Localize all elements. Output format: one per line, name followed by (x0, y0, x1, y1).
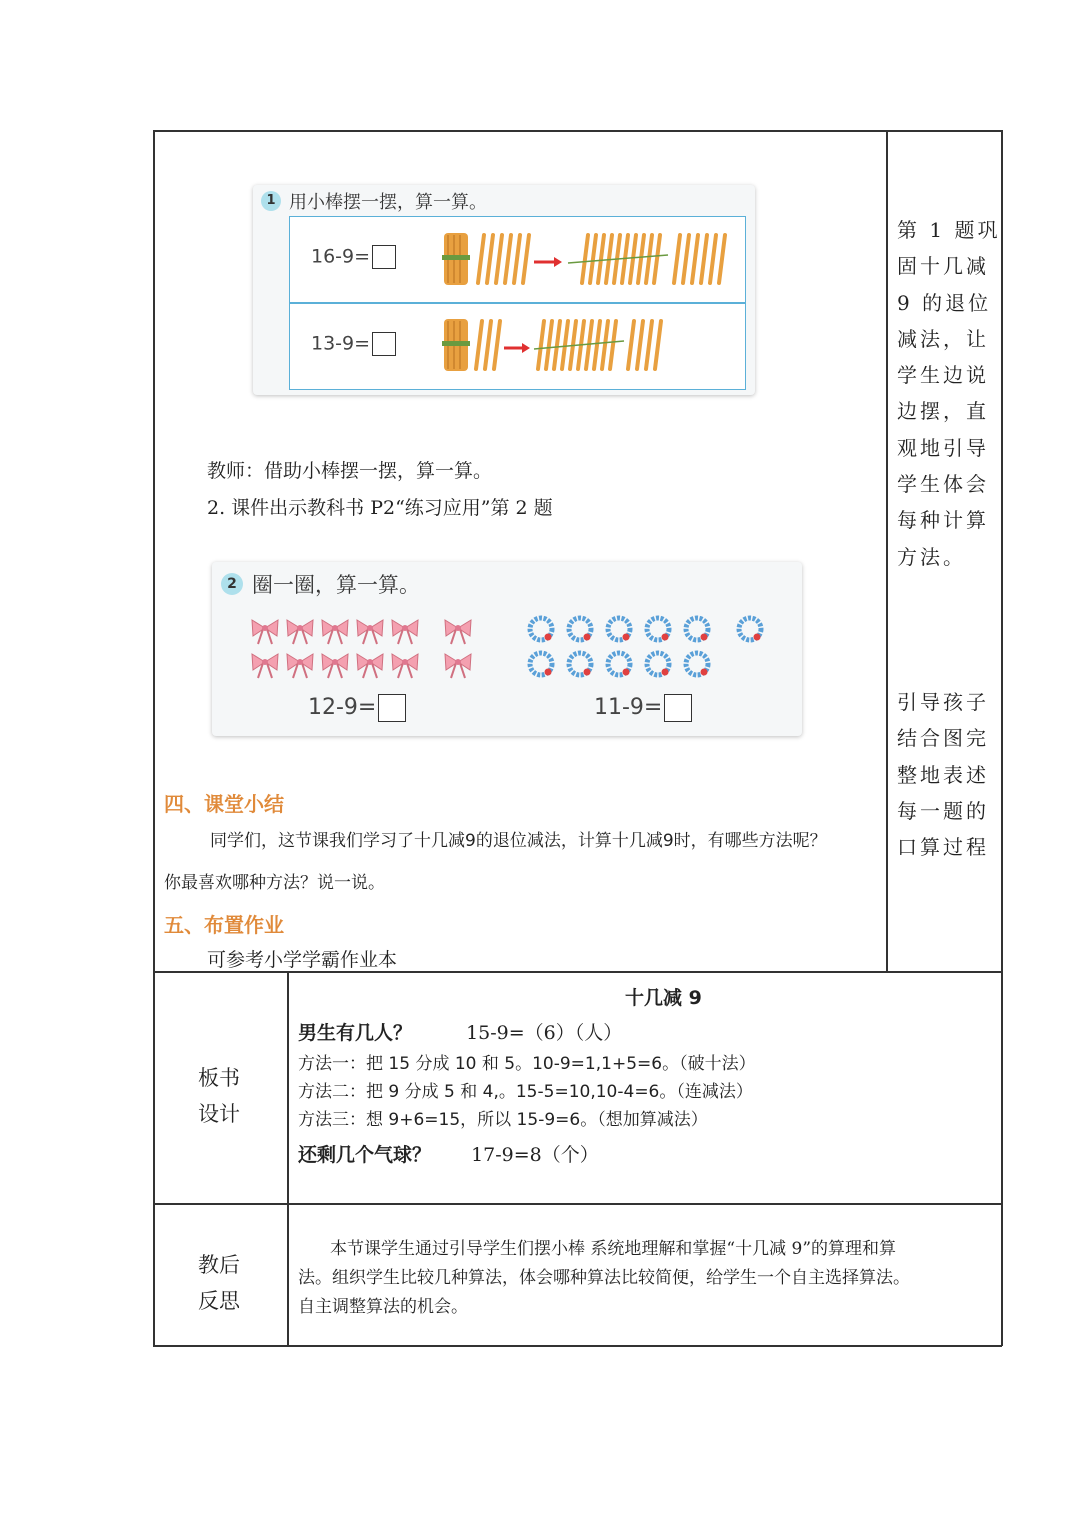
exercise-2-number: 2 (221, 573, 243, 595)
sticks-illustration-row-1 (438, 229, 728, 291)
board-question-1: 男生有几人？ 15-9=（6）（人） (298, 1022, 623, 1044)
answer-box (372, 245, 396, 269)
board-method-1: 方法一：把 15 分成 10 和 5。10-9=1,1+5=6。（破十法） (298, 1054, 756, 1074)
side-note-2: 引导孩子 结合图完 整地表述 每一题的 口算过程 (897, 690, 989, 860)
stick-bundle-icon (442, 319, 470, 371)
table-border-right (1001, 130, 1003, 1346)
board-question-2: 还剩几个气球？ 17-9=8（个） (298, 1144, 599, 1166)
exercise-1-row-1-equation: 16-9= (311, 245, 396, 269)
remaining-sticks-icon (674, 235, 725, 283)
loose-sticks-icon (478, 235, 529, 283)
bead-ring-icon (530, 618, 761, 676)
section-5-heading: 五、布置作业 (164, 913, 284, 937)
board-label: 板书 设计 (198, 1066, 240, 1126)
remaining-sticks-icon (628, 321, 661, 369)
section-4-heading: 四、课堂小结 (164, 792, 284, 816)
exercise-1-row-2-equation: 13-9= (311, 332, 396, 356)
exercise-2-card (212, 562, 802, 736)
row-divider-reflection (153, 1203, 1002, 1205)
exercise-1-number: 1 (261, 191, 281, 211)
board-method-2: 方法二：把 9 分成 5 和 4,。15-5=10,10-4=6。（连减法） (298, 1082, 753, 1102)
table-border-top (153, 130, 1002, 132)
side-note-1: 第 1 题巩 固十几减 9 的退位 减法，让 学生边说 边摆，直 观地引导 学生体会 每种计算 方法。 (897, 218, 1001, 569)
table-border-bottom (153, 1345, 1002, 1347)
red-arrow-icon (504, 343, 530, 353)
section-4-line-2: 你最喜欢哪种方法？说一说。 (164, 873, 385, 893)
exercise-1-card (253, 185, 755, 395)
section-4-line-1: 同学们，这节课我们学习了十几减9的退位减法，计算十几减9时，有哪些方法呢？ (210, 831, 827, 851)
exercise-2-title: 圈一圈，算一算。 (252, 573, 420, 597)
reflection-text: 本节课学生通过引导学生们摆小棒 系统地理解和掌握“十几减 9”的算理和算 法。组织学生比较几种算法，体会哪种算法比较简便，给学生一个自主选择算法。 自主调整算法的机会。 (298, 1239, 910, 1317)
bead-rings-illustration (526, 612, 776, 682)
red-arrow-icon (534, 257, 562, 267)
sticks-illustration-row-2 (438, 315, 668, 377)
answer-box (372, 332, 396, 356)
exercise-2-left-equation: 12-9= (308, 694, 406, 722)
bows-illustration (250, 614, 480, 680)
board-title: 十几减 9 (625, 987, 702, 1009)
answer-box (378, 694, 406, 722)
slide-instruction: 2. 课件出示教科书 P2“练习应用”第 2 题 (207, 497, 553, 519)
loose-sticks-icon (476, 321, 500, 369)
reflection-label: 教后 反思 (198, 1253, 240, 1313)
exercise-1-row-divider (290, 302, 745, 304)
exercise-2-right-equation: 11-9= (594, 694, 692, 722)
exercise-1-title: 用小棒摆一摆，算一算。 (289, 192, 487, 213)
bow-icon (252, 620, 471, 678)
stick-bundle-icon (442, 233, 470, 285)
side-column-divider (886, 130, 888, 972)
answer-box (664, 694, 692, 722)
section-5-line-1: 可参考小学学霸作业本 (207, 949, 398, 971)
table-border-left (153, 130, 155, 1346)
teacher-instruction: 教师：借助小棒摆一摆，算一算。 (207, 460, 493, 482)
label-column-divider (287, 971, 289, 1346)
board-method-3: 方法三：想 9+6=15，所以 15-9=6。（想加算减法） (298, 1110, 708, 1130)
